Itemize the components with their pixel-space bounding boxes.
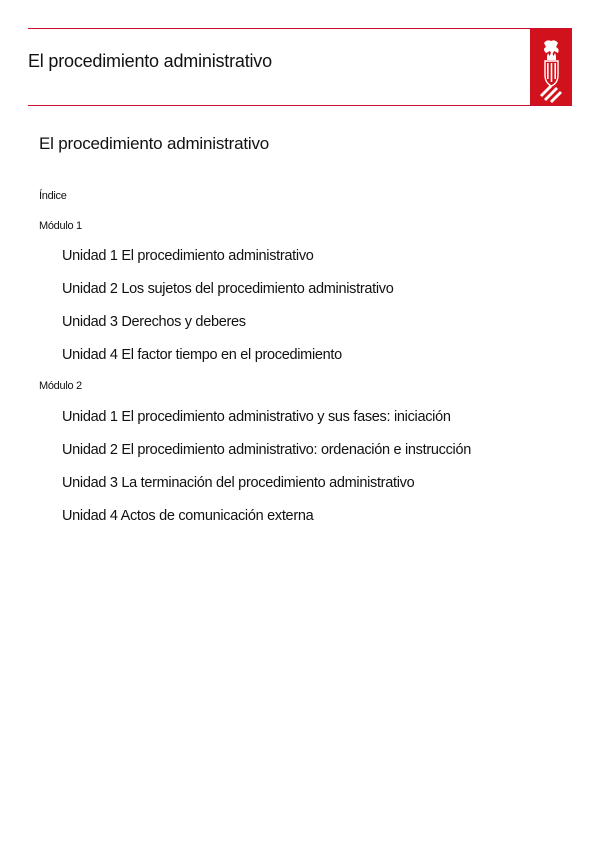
toc-unit-link[interactable]: Unidad 2 Los sujetos del procedimiento administrativo — [62, 281, 394, 297]
toc-unit-link[interactable]: Unidad 3 Derechos y deberes — [62, 314, 246, 330]
header-title: El procedimiento administrativo — [28, 51, 272, 71]
toc-heading: Índice — [39, 190, 67, 202]
toc-unit-link[interactable]: Unidad 3 La terminación del procedimiento administrativo — [62, 475, 415, 491]
module-label: Módulo 2 — [39, 380, 82, 392]
page-header — [28, 28, 572, 106]
toc-unit-link[interactable]: Unidad 1 El procedimiento administrativo — [62, 248, 314, 264]
module-label: Módulo 1 — [39, 220, 82, 232]
toc-unit-link[interactable]: Unidad 4 Actos de comunicación externa — [62, 508, 314, 524]
generalitat-shield-icon — [530, 29, 572, 105]
document-title: El procedimiento administrativo — [39, 134, 270, 153]
module-2-unit-list — [39, 401, 559, 533]
toc-unit-link[interactable]: Unidad 4 El factor tiempo en el procedimiento — [62, 347, 342, 363]
module-1-unit-list — [39, 240, 559, 372]
table-of-contents — [39, 188, 559, 533]
toc-unit-link[interactable]: Unidad 1 El procedimiento administrativo y sus fases: iniciación — [62, 409, 451, 425]
toc-unit-link[interactable]: Unidad 2 El procedimiento administrativo: ordenación e instrucción — [62, 442, 471, 458]
